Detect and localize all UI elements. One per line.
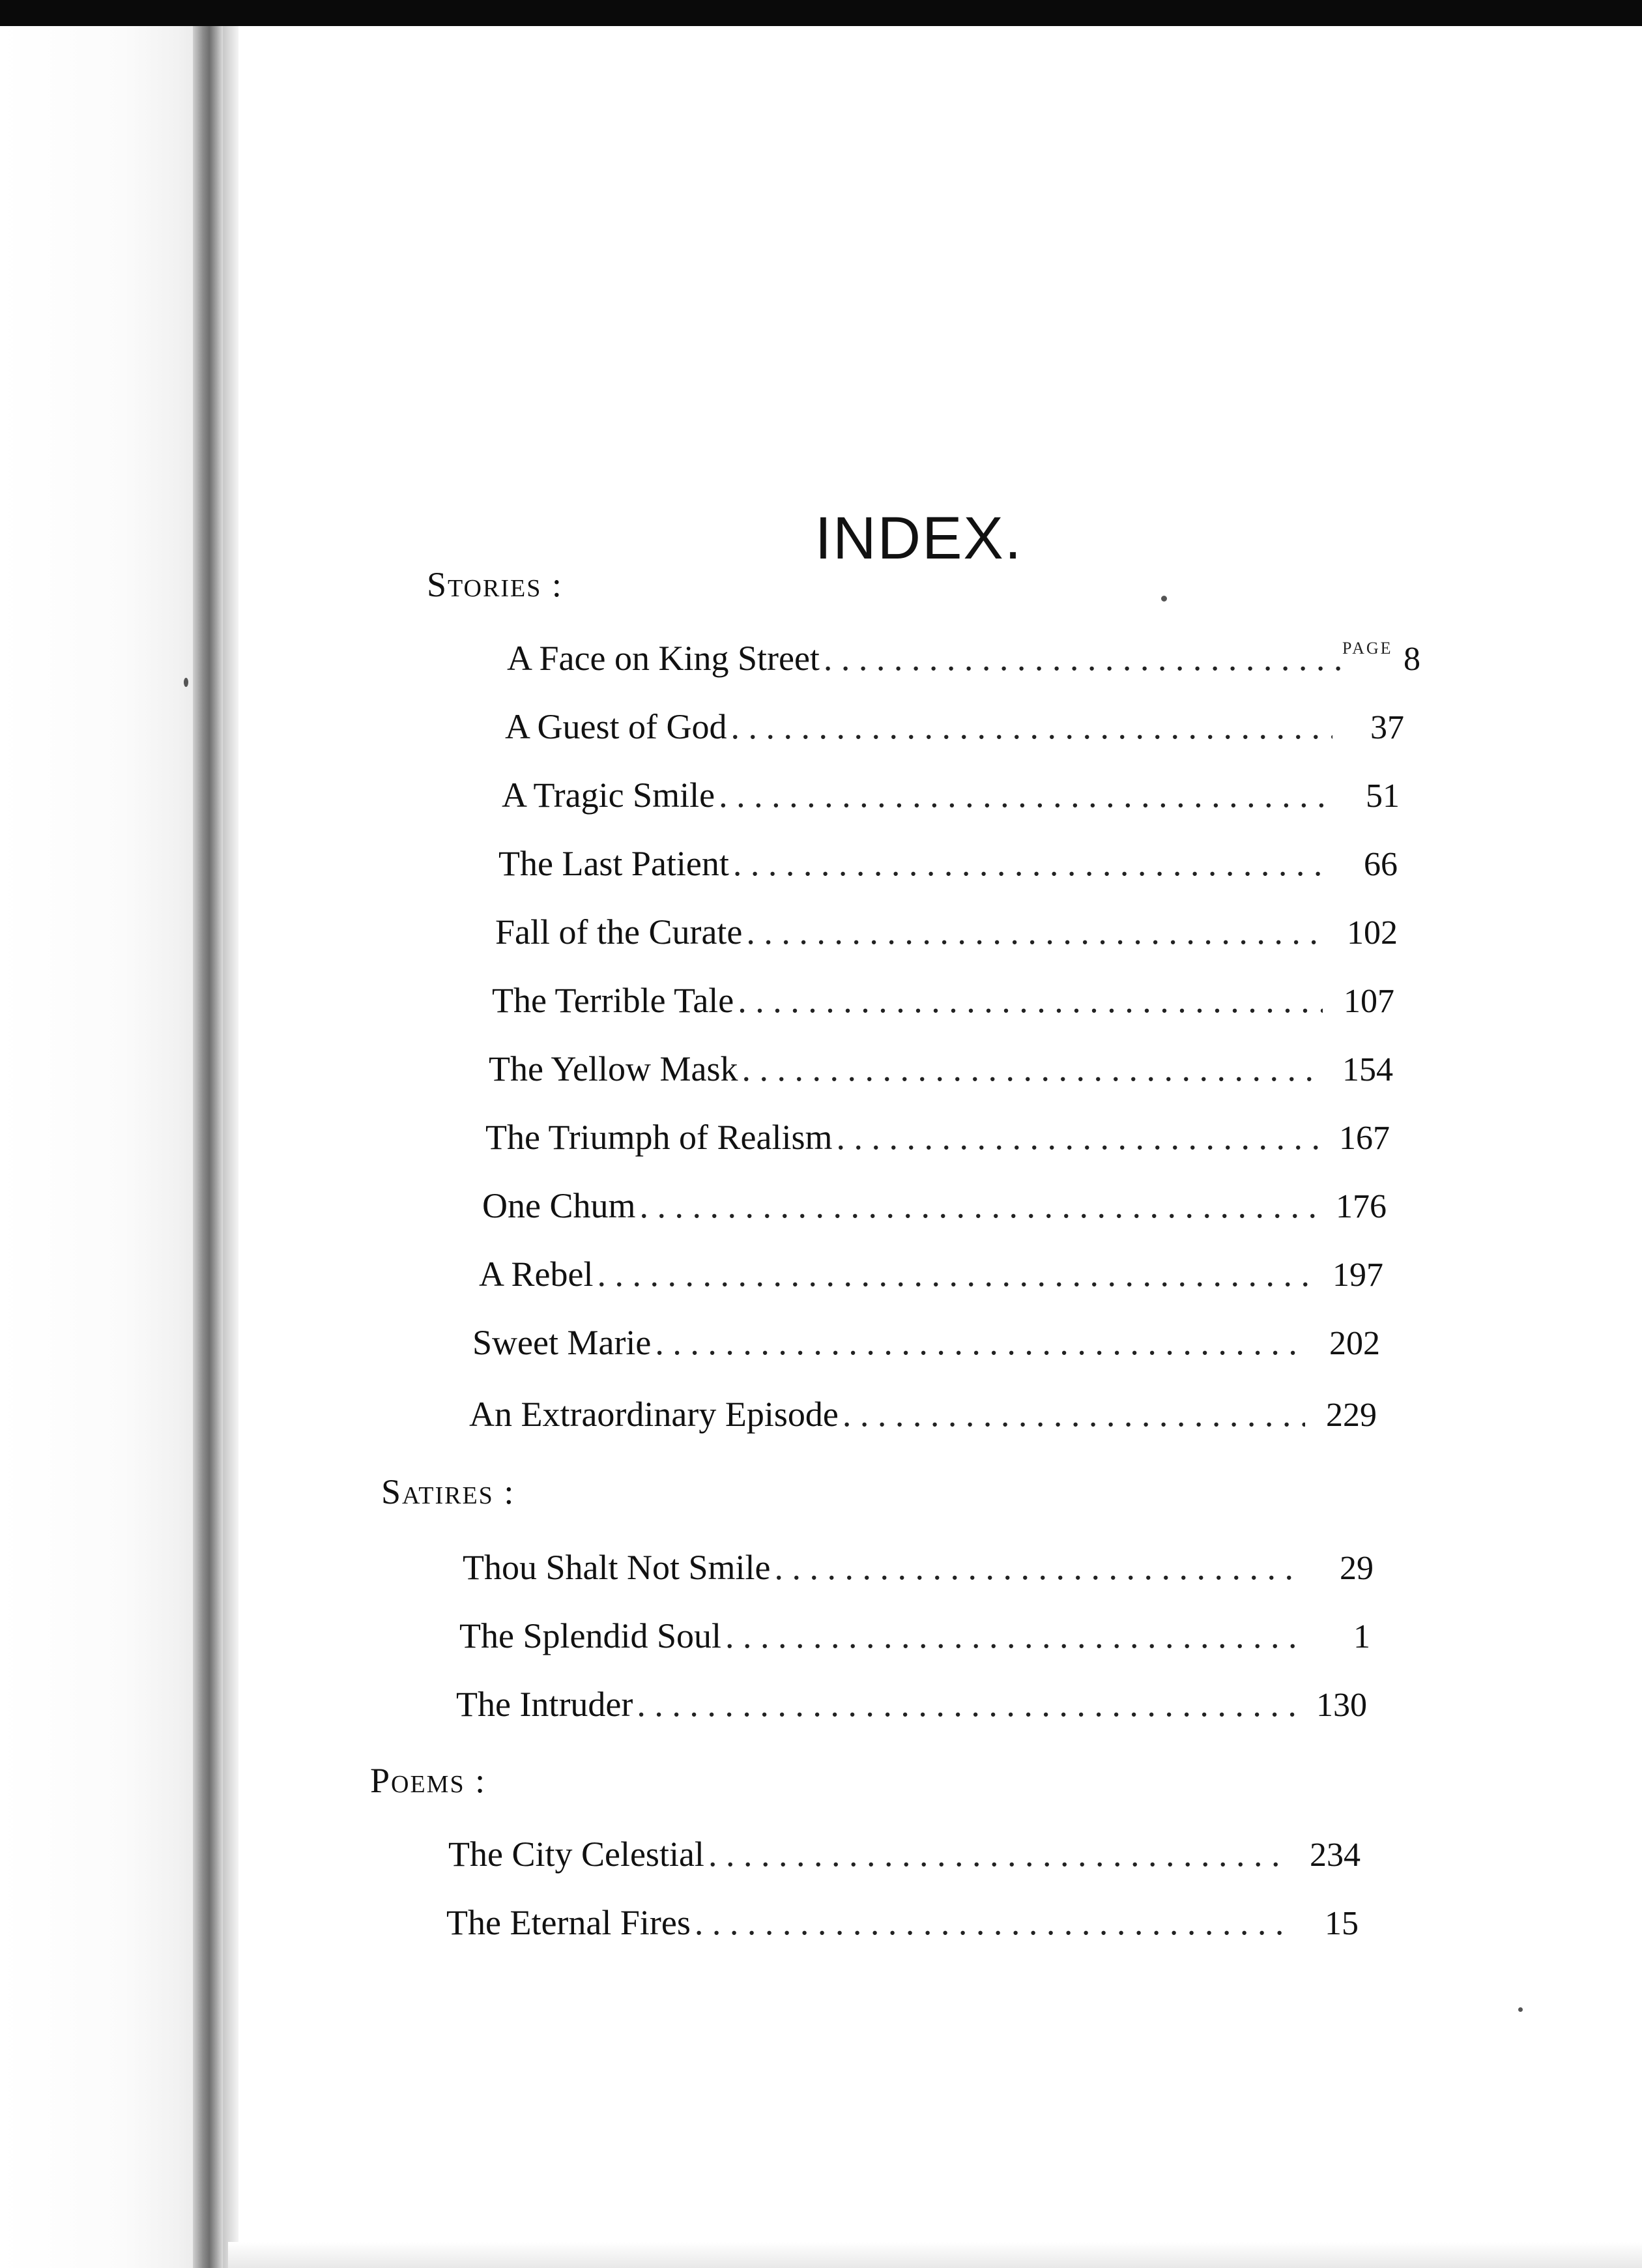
dot-leader [727,704,1332,749]
entry-page-number: 66 [1364,846,1398,883]
entry-title: The Triumph of Realism [485,1118,833,1157]
dot-leader [820,635,1349,681]
entry-title: The Last Patient [498,844,729,883]
dot-leader [636,1183,1316,1228]
index-entry [507,635,1420,681]
index-entry [459,1613,1370,1659]
index-entry [505,704,1404,749]
dot-leader [742,909,1326,955]
entry-page-number: 102 [1347,914,1398,952]
entry-page-number: 8 [1404,641,1420,678]
index-entry [502,772,1400,818]
section-heading-satires: Satires : [381,1472,515,1511]
scan-speck [1161,596,1167,602]
entry-title: The Terrible Tale [492,981,734,1020]
dot-leader [833,1114,1318,1160]
page-title: INDEX. [814,505,1023,572]
entry-title: A Tragic Smile [502,776,715,815]
entry-title: An Extraordinary Episode [469,1395,839,1434]
index-entry [489,1046,1393,1092]
entry-title: The Splendid Soul [459,1616,721,1655]
entry-title: A Guest of God [505,707,727,746]
section-heading-stories: Stories : [427,565,563,604]
dot-leader [729,841,1326,886]
dot-leader [715,772,1328,818]
entry-page-number: 202 [1329,1325,1380,1362]
entry-title: The City Celestial [448,1835,704,1874]
dot-leader [839,1391,1305,1437]
dot-leader [633,1681,1295,1727]
dot-leader [734,978,1323,1023]
index-entry [469,1391,1377,1437]
entry-title: Thou Shalt Not Smile [463,1548,771,1587]
entry-title: A Face on King Street [507,639,820,678]
entry-title: One Chum [482,1186,636,1225]
entry-title: The Intruder [456,1685,633,1724]
entry-page-number: 229 [1326,1397,1377,1434]
entry-title: The Eternal Fires [446,1903,691,1942]
entry-title: The Yellow Mask [489,1049,738,1088]
index-entry [482,1183,1387,1228]
dot-leader [771,1545,1303,1590]
index-entry [495,909,1398,955]
entry-page-number: 15 [1325,1905,1359,1942]
dot-leader [704,1831,1289,1877]
scan-bottom-shade [228,2242,1642,2268]
entry-page-number: 51 [1366,778,1400,815]
entry-page-number: 107 [1344,983,1394,1020]
dot-leader [738,1046,1321,1092]
entry-page-number: 29 [1340,1550,1374,1587]
scan-speck [184,678,188,687]
index-entry [456,1681,1367,1727]
index-entry [463,1545,1374,1590]
index-entry [485,1114,1390,1160]
dot-leader [721,1613,1299,1659]
index-entry [498,841,1398,886]
entry-page-number: 176 [1336,1188,1387,1225]
entry-page-number: 197 [1332,1257,1383,1294]
section-heading-poems: Poems : [370,1761,487,1800]
dot-leader [691,1900,1287,1945]
dot-leader [593,1251,1312,1297]
entry-page-number: 154 [1342,1051,1393,1088]
facing-page-edge [0,26,209,2268]
entry-page-number: 130 [1316,1687,1367,1724]
index-entry [472,1320,1380,1365]
spine-edge [223,26,238,2268]
entry-page-number: 167 [1339,1120,1390,1157]
index-entry [492,978,1394,1023]
index-entry [446,1900,1359,1945]
scan-top-border [0,0,1642,26]
entry-title: Sweet Marie [472,1323,652,1362]
index-entry [448,1831,1361,1877]
entry-page-number: 1 [1353,1618,1370,1655]
dot-leader [651,1320,1308,1365]
page-column-label: PAGE [1342,639,1393,658]
entry-title: A Rebel [479,1255,594,1294]
entry-page-number: 234 [1310,1837,1361,1874]
index-entry [479,1251,1383,1297]
entry-page-number: 37 [1370,709,1404,746]
book-spine-shadow [193,26,223,2268]
entry-title: Fall of the Curate [495,912,743,952]
scan-speck [1518,2007,1523,2012]
